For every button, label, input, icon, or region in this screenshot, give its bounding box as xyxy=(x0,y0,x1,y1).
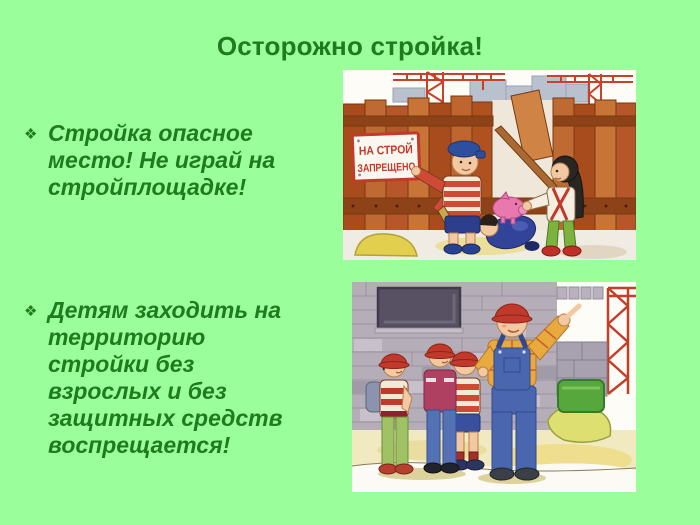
bullet-2-line-6: воспрещается! xyxy=(48,432,231,458)
bullet-2-line-1: Детям заходить на xyxy=(48,297,282,323)
bullet-text-1 xyxy=(48,120,275,201)
bullet-item-1 xyxy=(24,120,330,201)
warning-sign xyxy=(352,133,430,181)
bullet-item-2 xyxy=(24,297,330,459)
illustration-forbidden-construction-site xyxy=(343,70,636,260)
slide-title: Осторожно стройка! xyxy=(216,31,484,61)
bullet-1-line-3: стройплощадке! xyxy=(48,174,247,200)
bullet-diamond-icon: ❖ xyxy=(24,126,38,143)
sign-line-2: ЗАПРЕЩЕНО xyxy=(357,160,430,176)
window-opening xyxy=(375,288,463,333)
bullet-1-line-2: место! Не играй на xyxy=(48,147,276,173)
sand-trough xyxy=(548,380,611,442)
bullet-1-line-1: Стройка опасное xyxy=(48,120,253,146)
bullet-2-line-2: территорию xyxy=(48,324,206,350)
sign-line-1: НА СТРОЙ xyxy=(358,141,422,158)
bullet-2-line-3: стройки без xyxy=(48,351,195,377)
bullet-diamond-icon: ❖ xyxy=(24,303,38,320)
bullet-2-line-5: защитных средств xyxy=(48,405,283,431)
bullet-text-2 xyxy=(48,297,283,459)
illustration-builder-with-children xyxy=(352,282,636,492)
bullet-2-line-4: взрослых и без xyxy=(48,378,227,404)
